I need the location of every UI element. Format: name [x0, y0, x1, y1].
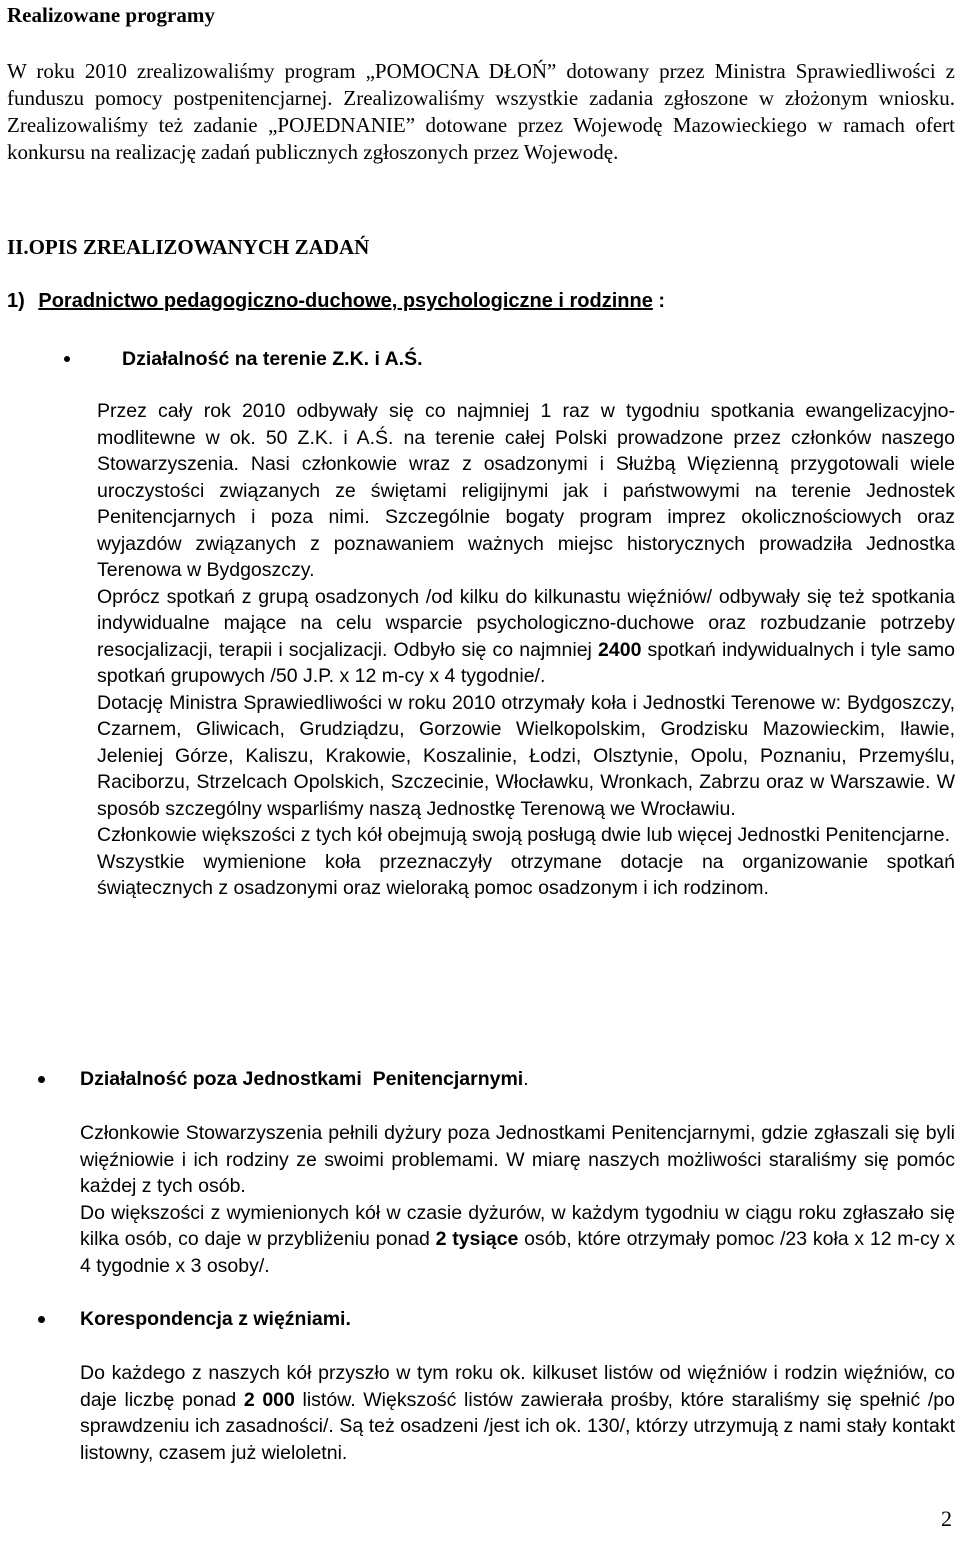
- bullet2-title: [80, 1066, 780, 1093]
- bullet1-paragraph-1: Przez cały rok 2010 odbywały się co najmniej 1 raz w tygodniu spotkania ewangelizacyjno- modlitewne w ok. 50 Z.K. i A.Ś. na terenie całej Polski prowadzone przez członków naszego Stowarzyszenia. Nasi członkowie wraz z osadzonymi i Służbą Więzienną przygotowali wiele uroczystości związanych ze świętami religijnymi jak i państwowymi na terenie Jednostek Penitencjarnych i poza nimi. Szczególnie bogaty program imprez okolicznościowych oraz wyjazdów związanych z poznawaniem ważnych miejsc historycznych prowadziła Jednostka Terenowa w Bydgoszczy.: [97, 400, 955, 581]
- page-number: 2: [941, 1506, 952, 1531]
- bullet-dot: [64, 356, 70, 362]
- subsection-number: 1): [7, 290, 25, 312]
- intro-paragraph: W roku 2010 zrealizowaliśmy program „POMOCNA DŁOŃ” dotowany przez Ministra Sprawiedliwości z funduszu pomocy postpenitencjarnej. Zrealizowaliśmy wszystkie zadania zgłoszone w złożonym wniosku. Zrealizowaliśmy też zadanie „POJEDNANIE” dotowane przez Wojewodę Mazowieckiego w ramach ofert konkursu na realizację zadań publicznych zgłoszonych przez Wojewodę.: [7, 59, 955, 164]
- subsection-colon: :: [652, 290, 666, 312]
- text-run: spotkań indywidualnych i tyle samo spotkań grupowych /50 J.P. x 12 m-cy x 4 tygodnie/.: [97, 638, 956, 687]
- bold-value: 2400: [598, 638, 642, 661]
- text-run: listów. Większość listów zawierała prośby, które staraliśmy się spełnić /po sprawdzeniu ich zasadności/. Są też osadzeni /jest ich ok. 130/, którzy utrzymują z nami stały kontakt listowny, czasem już wieloletni.: [80, 1388, 955, 1464]
- text-run: Do większości z wymienionych kół w czasie dyżurów, w każdym tygodniu w ciągu roku zgłaszało się kilka osób, co daje w przybliżeniu ponad: [80, 1201, 955, 1250]
- bullet1-body: [97, 398, 955, 902]
- text-run: Do każdego z naszych kół przyszło w tym roku ok. kilkuset listów od więźniów i rodzin więźniów, co daje liczbę ponad: [80, 1362, 955, 1411]
- bullet3-body: [80, 1360, 955, 1466]
- bullet-dot: [38, 1076, 45, 1083]
- bullet3-paragraph-1: [80, 1360, 955, 1466]
- subsection-title: Poradnictwo pedagogiczno-duchowe, psychologiczne i rodzinne: [38, 290, 653, 312]
- bullet2-title-period: .: [523, 1068, 529, 1090]
- bullet3-title: Korespondencja z więźniami.: [80, 1308, 351, 1330]
- text-run: osób, które otrzymały pomoc /23 koła x 12 m-cy x 4 tygodnie x 3 osoby/.: [80, 1228, 955, 1277]
- section-title: II.OPIS ZREALIZOWANYCH ZADAŃ: [7, 235, 370, 259]
- text-run: Oprócz spotkań z grupą osadzonych /od kilku do kilkunastu więźniów/ odbywały się też spotkania indywidualne mające na celu wsparcie psychologiczno-duchowe oraz rozbudzanie potrzeby resocjalizacji, terapii i socjalizacji. Odbyło się co najmniej: [97, 585, 955, 661]
- bullet1-paragraph-2: [97, 584, 955, 690]
- bullet1-title: Działalność na terenie Z.K. i A.Ś.: [122, 348, 423, 370]
- bullet1-paragraph-5: Wszystkie wymienione koła przeznaczyły otrzymane dotacje na organizowanie spotkań świątecznych z osadzonymi oraz wieloraką pomoc osadzonym i ich rodzinom.: [97, 850, 955, 899]
- subsection-heading: [7, 288, 947, 315]
- bullet1-paragraph-4: Członkowie większości z tych kół obejmują swoją posługą dwie lub więcej Jednostki Penitencjarne.: [97, 824, 951, 846]
- bullet-dot: [38, 1316, 45, 1323]
- bold-value: 2 000: [243, 1388, 295, 1411]
- bold-value: 2 tysiące: [435, 1228, 519, 1250]
- bullet1-paragraph-3: Dotację Ministra Sprawiedliwości w roku 2010 otrzymały koła i Jednostki Terenowe w: Bydgoszczy, Czarnem, Gliwicach, Grudziądzu, Gorzowie Wielkopolskim, Grodzisku Mazowieckim, Iławie, Jeleniej Górze, Kaliszu, Krakowie, Koszalinie, Łodzi, Olsztynie, Opolu, Poznaniu, Przemyślu, Raciborzu, Strzelcach Opolskich, Szczecinie, Włocławku, Wronkach, Zabrzu oraz w Warszawie. W sposób szczególny wsparliśmy naszą Jednostkę Terenową we Wrocławiu.: [97, 691, 955, 820]
- bullet2-body: [80, 1120, 955, 1279]
- bullet2-paragraph-1: Członkowie Stowarzyszenia pełnili dyżury poza Jednostkami Penitencjarnymi, gdzie zgłaszali się byli więźniowie i ich rodziny ze swoimi problemami. W miarę naszych możliwości staraliśmy się pomóc każdej z tych osób.: [80, 1122, 955, 1197]
- page-heading: Realizowane programy: [7, 3, 215, 27]
- bullet2-paragraph-2: [80, 1200, 955, 1280]
- bullet2-title-text: Działalność poza Jednostkami Penitencjarnymi: [80, 1068, 524, 1090]
